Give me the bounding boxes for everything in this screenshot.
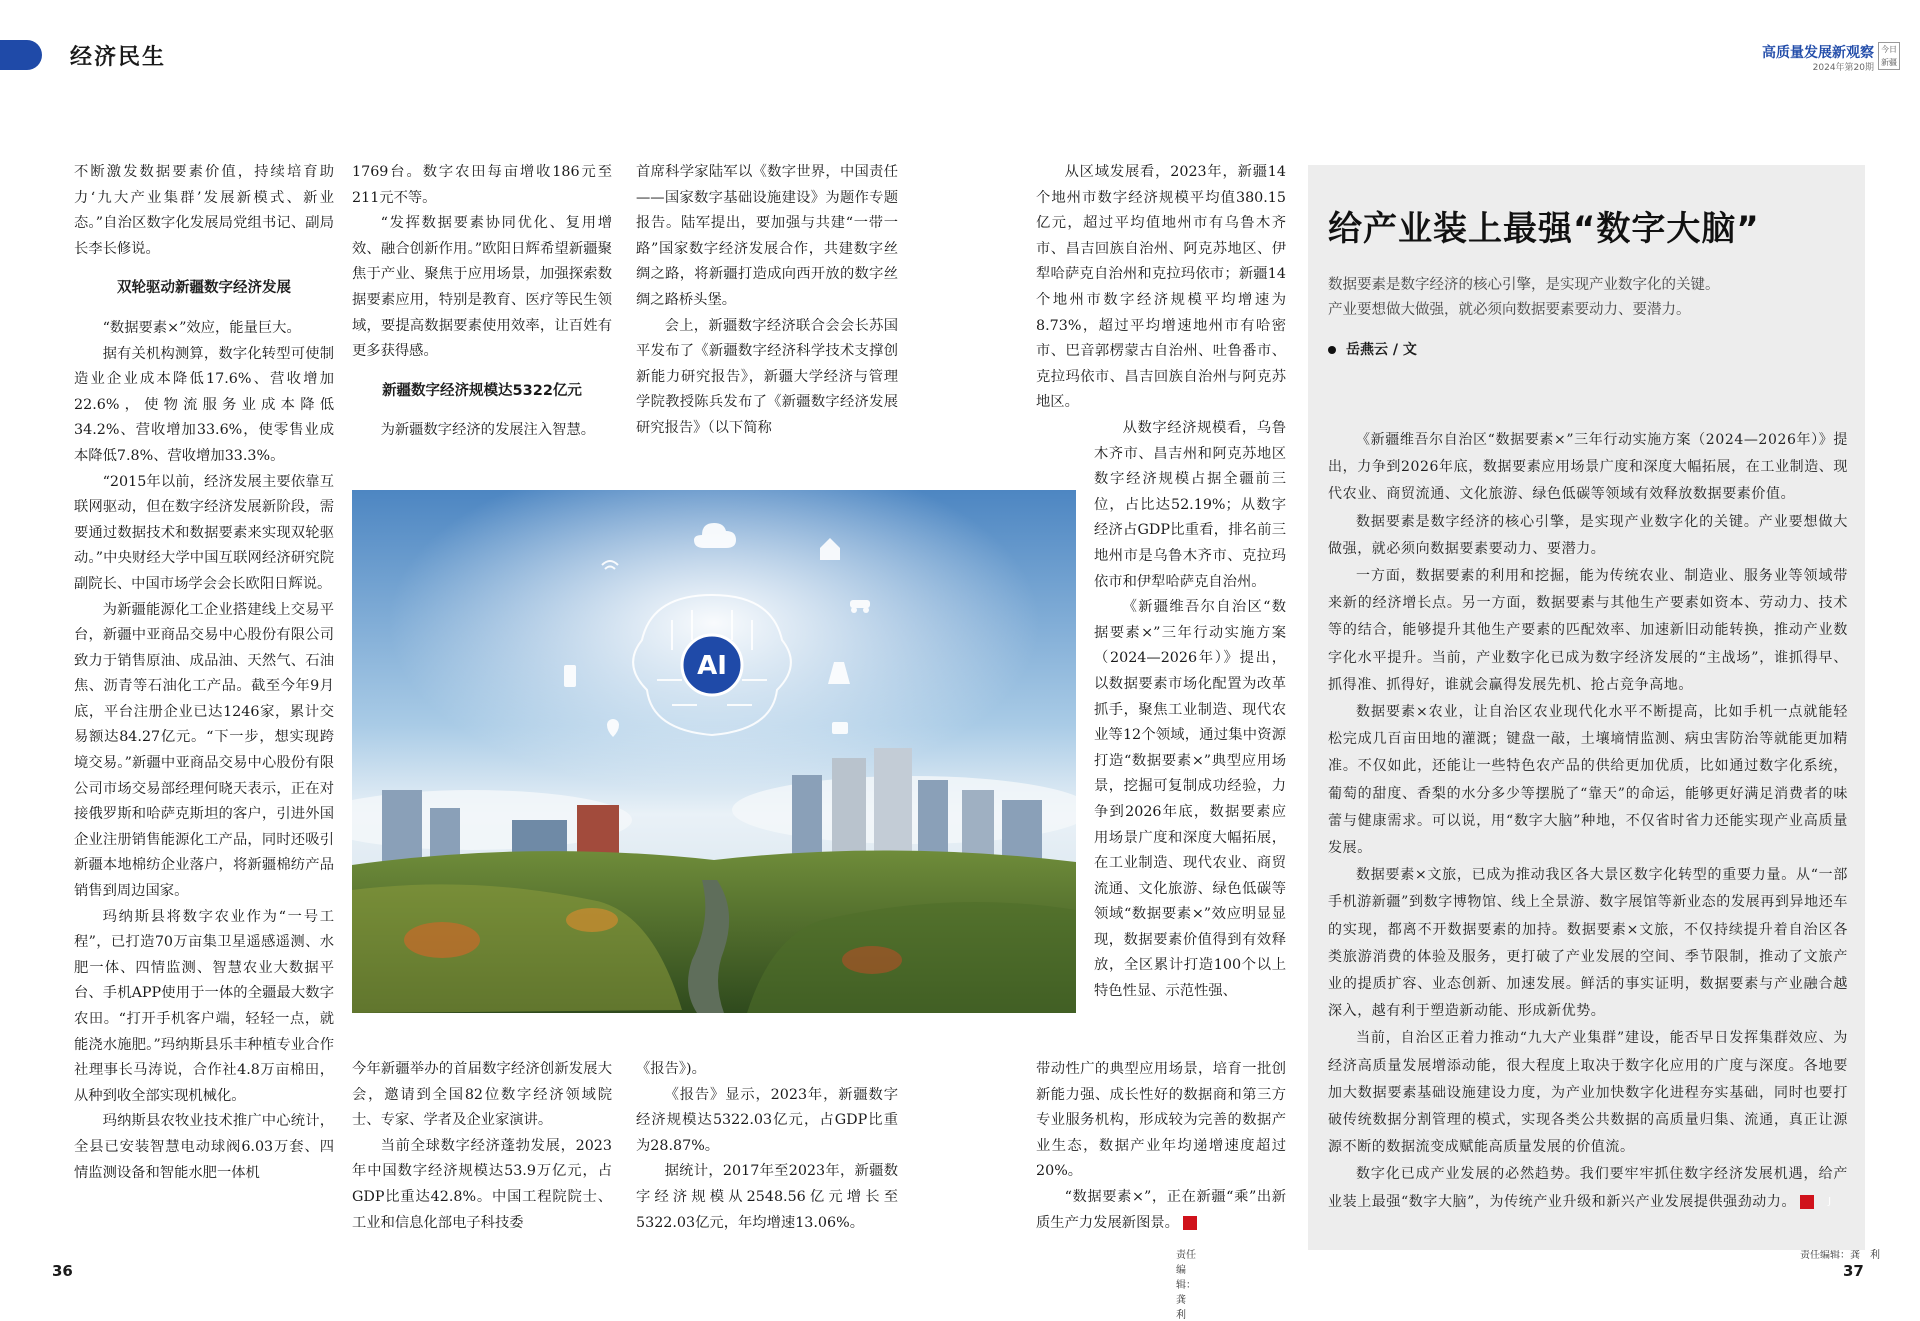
- article-column-2-bottom: [352, 1057, 612, 1236]
- paragraph: 为新疆能源化工企业搭建线上交易平台，新疆中亚商品交易中心股份有限公司致力于销售原油、成品油、天然气、石油焦、沥青等石油化工产品。截至今年9月底，平台注册企业已达1246家，累计交易额达84.27亿元。“下一步，想实现跨境交易。”新疆中亚商品交易中心股份有限公司市场交易部经理何晓天表示，正在对接俄罗斯和哈萨克斯坦的客户，引进外国企业注册销售能源化工产品，同时还吸引新疆本地棉纺企业落户，将新疆棉纺产品销售到周边国家。: [74, 601, 334, 900]
- end-mark-icon: J: [1183, 1216, 1197, 1230]
- paragraph: 《新疆维吾尔自治区“数据要素×”三年行动实施方案（2024—2026年）》提出，以数据要素市场化配置为改革抓手，聚焦工业制造、现代农业等12个领域，通过集中资源打造“数据要素×”典型应用场景，挖掘可复制成功经验，力争到2026年底，数据要素应用场景广度和深度大幅拓展，在工业制造、现代农业、商贸流通、文化旅游、绿色低碳等领域“数据要素×”效应明显显现，数据要素价值得到有效释放，全区累计打造100个以上特色性显、示范性强、: [1094, 599, 1286, 1000]
- paragraph: “数据要素×”效应，能量巨大。: [102, 319, 301, 336]
- paragraph: 当前全球数字经济蓬勃发展，2023年中国数字经济规模达53.9万亿元，占GDP比重达42.8%。中国工程院院士、工业和信息化部电子科技委: [352, 1137, 612, 1231]
- sidebar-paragraph: 《新疆维吾尔自治区“数据要素×”三年行动实施方案（2024—2026年）》提出，力争到2026年底，数据要素应用场景广度和深度大幅拓展，在工业制造、现代农业、商贸流通、文化旅游、绿色低碳等领域有效释放数据要素价值。: [1328, 432, 1848, 503]
- sidebar-paragraph: 数字化已成产业发展的必然趋势。我们要牢牢抓住数字经济发展机遇，给产业装上最强“数字大脑”，为传统产业升级和新兴产业发展提供强劲动力。 J: [1328, 1166, 1848, 1210]
- paragraph: 为新疆数字经济的发展注入智慧。: [380, 422, 596, 439]
- paragraph: 据有关机构测算，数字化转型可使制造业企业成本降低17.6%、营收增加22.6%，使物流服务业成本降低34.2%、营收增加33.6%，使零售业成本降低7.8%、营收增加33.3%。: [74, 345, 334, 464]
- paragraph: 从数字经济规模看，乌鲁木齐市、昌吉州和阿克苏地区数字经济规模占据全疆前三位，占比达52.19%；从数字经济占GDP比重看，排名前三地州市是乌鲁木齐市、克拉玛依市和伊犁哈萨克自治州。: [1094, 420, 1286, 590]
- paragraph: “发挥数据要素协同优化、复用增效、融合创新作用。”欧阳日辉希望新疆聚焦于产业、聚焦于应用场景，加强探索数据要素应用，特别是教育、医疗等民生领域，要提高数据要素使用效率，让百姓有更多获得感。: [352, 215, 612, 360]
- paragraph: 1769台。数字农田每亩增收186元至211元不等。: [352, 164, 612, 206]
- ai-label: AI: [697, 651, 727, 681]
- paragraph: “2015年以前，经济发展主要依靠互联网驱动，但在数字经济发展新阶段，需要通过数据技术和数据要素来实现双轮驱动。”中央财经大学中国互联网经济研究院副院长、中国市场学会会长欧阳日辉说。: [74, 473, 334, 592]
- sidebar-paragraph: 数据要素×农业，让自治区农业现代化水平不断提高，比如手机一点就能轻松完成几百亩田地的灌溉；键盘一敲，土壤墒情监测、病虫害防治等就能更加精准。不仅如此，还能让一些特色农产品的供给更加优质，比如通过数字化系统，葡萄的甜度、香梨的水分多少等摆脱了“靠天”的命运，能够更好满足消费者的味蕾与健康需求。可以说，用“数字大脑”种地，不仅省时省力还能实现产业高质量发展。: [1328, 704, 1848, 857]
- sidebar-headline: 给产业装上最强“数字大脑”: [1328, 209, 1760, 249]
- sidebar-lead-line: 数据要素是数字经济的核心引擎，是实现产业数字化的关键。: [1328, 277, 1720, 293]
- subheading: 新疆数字经济规模达5322亿元: [382, 382, 582, 399]
- article-column-3-top: [636, 160, 898, 442]
- sidebar-lead-line: 产业要想做大做强，就必须向数据要素要动力、要潜力。: [1328, 302, 1691, 318]
- page-number-right: 37: [1843, 1262, 1864, 1280]
- sidebar-byline: [1328, 339, 1417, 359]
- phone-icon: [564, 665, 576, 687]
- section-title: 经济民生: [70, 45, 167, 70]
- page-number-left: 36: [52, 1262, 73, 1280]
- camera-icon: [832, 722, 848, 734]
- article-column-1: [74, 160, 334, 1186]
- paragraph: 玛纳斯县将数字农业作为“一号工程”，已打造70万亩集卫星遥感遥测、水肥一体、四情监测、智慧农业大数据平台、手机APP使用于一体的全疆最大数字农田。“打开手机客户端，轻轻一点，就能浇水施肥。”玛纳斯县乐丰种植专业合作社理事长马涛说，合作社4.8万亩棉田，从种到收全部实现机械化。: [74, 908, 334, 1104]
- paragraph: 从区域发展看，2023年，新疆14个地州市数字经济规模平均值380.15亿元，超过平均值地州市有乌鲁木齐市、昌吉回族自治州、阿克苏地区、伊犁哈萨克自治州和克拉玛依市；新疆14个地州市数字经济规模平均增速为8.73%，超过平均增速地州市有哈密市、巴音郭楞蒙古自治州、吐鲁番市、克拉玛依市、昌吉回族自治州与阿克苏地区。: [1036, 164, 1286, 411]
- end-mark-icon: J: [1800, 1195, 1814, 1209]
- editor-credit-left: 责任编辑：龚 利: [1176, 1250, 1196, 1321]
- commentary-sidebar: [1308, 165, 1865, 1250]
- sidebar-body: [1328, 427, 1848, 1216]
- paragraph: 带动性广的典型应用场景，培育一批创新能力强、成长性好的数据商和第三方专业服务机构，形成较为完善的数据产业生态，数据产业年均递增速度超过20%。: [1036, 1061, 1286, 1180]
- sidebar-paragraph: 一方面，数据要素的利用和挖掘，能为传统农业、制造业、服务业等领域带来新的经济增长点。另一方面，数据要素与其他生产要素如资本、劳动力、技术等的结合，能够提升其他生产要素的匹配效率、加速新旧动能转换，推动产业数字化水平提升。当前，产业数字化已成为数字经济发展的“主战场”，谁抓得早、抓得准、抓得好，谁就会赢得发展先机、抢占竞争高地。: [1328, 568, 1848, 693]
- paragraph: 《报告》)。: [636, 1061, 706, 1077]
- bullet-dot-icon: [1328, 346, 1336, 354]
- sidebar-lead: [1328, 273, 1838, 323]
- byline-text: 岳燕云 / 文: [1346, 342, 1417, 358]
- paragraph: “数据要素×”，正在新疆“乘”出新质生产力发展新图景。 J: [1036, 1188, 1286, 1231]
- article-column-3-bottom: [636, 1057, 898, 1236]
- paragraph: 据统计，2017年至2023年，新疆数字经济规模从2548.56亿元增长至5322.03亿元，年均增速13.06%。: [636, 1163, 898, 1231]
- magazine-title: 高质量发展新观察: [1762, 45, 1874, 61]
- sidebar-paragraph: 数据要素×文旅，已成为推动我区各大景区数字化转型的重要力量。从“一部手机游新疆”到数字博物馆、线上全景游、数字展馆等新业态的发展再到异地还车的实现，都离不开数据要素的加持。数据要素×文旅，不仅持续提升着自治区各类旅游消费的体验及服务，更打破了产业发展的空间、季节限制，推动了文旅产业的提质扩容、业态创新、加速发展。鲜活的事实证明，数据要素与产业融合越深入，越有利于塑造新动能、形成新优势。: [1328, 867, 1848, 1020]
- paragraph: 《报告》显示，2023年，新疆数字经济规模达5322.03亿元，占GDP比重为28.87%。: [636, 1086, 898, 1154]
- section-tab: [0, 40, 42, 70]
- article-column-2-top: [352, 160, 612, 444]
- issue-label: 2024年第20期: [1812, 63, 1874, 73]
- paragraph: 玛纳斯县农牧业技术推广中心统计，全县已安装智慧电动球阀6.03万套、四情监测设备和智能水肥一体机: [74, 1113, 334, 1181]
- sidebar-paragraph: 当前，自治区正着力推动“九大产业集群”建设，能否早日发挥集群效应、为经济高质量发展增添动能，很大程度上取决于数字化应用的广度与深度。各地要加大数据要素基础设施建设力度，为产业加快数字化进程夯实基础，同时也要打破传统数据分割管理的模式，实现各类公共数据的高质量归集、流通，真正让源源不断的数据流变成赋能高质量发展的价值流。: [1328, 1030, 1848, 1156]
- paragraph: 首席科学家陆军以《数字世界，中国责任——国家数字基础设施建设》为题作专题报告。陆军提出，要加强与共建“一带一路”国家数字经济发展合作，共建数字丝绸之路，将新疆打造成向西开放的数字丝绸之路桥头堡。: [636, 164, 898, 308]
- sidebar-paragraph: 数据要素是数字经济的核心引擎，是实现产业数字化的关键。产业要想做大做强，就必须向数据要素要动力、要潜力。: [1328, 513, 1848, 557]
- editor-credit-right: 责任编辑：龚 利: [1800, 1250, 1880, 1261]
- paragraph: 不断激发数据要素价值，持续培育助力‘九大产业集群’发展新模式、新业态。”自治区数字化发展局党组书记、副局长李长修说。: [74, 164, 334, 257]
- paragraph: 今年新疆举办的首届数字经济创新发展大会，邀请到全国82位数字经济领域院士、专家、学者及企业家演讲。: [352, 1061, 612, 1129]
- paragraph: 会上，新疆数字经济联合会会长苏国平发布了《新疆数字经济科学技术支撑创新能力研究报告》，新疆大学经济与管理学院教授陈兵发布了《新疆数字经济发展研究报告》（以下简称: [636, 317, 898, 436]
- car-icon: [850, 600, 870, 608]
- subheading: 双轮驱动新疆数字经济发展: [117, 280, 291, 297]
- magazine-logo: 今日新疆: [1878, 42, 1900, 70]
